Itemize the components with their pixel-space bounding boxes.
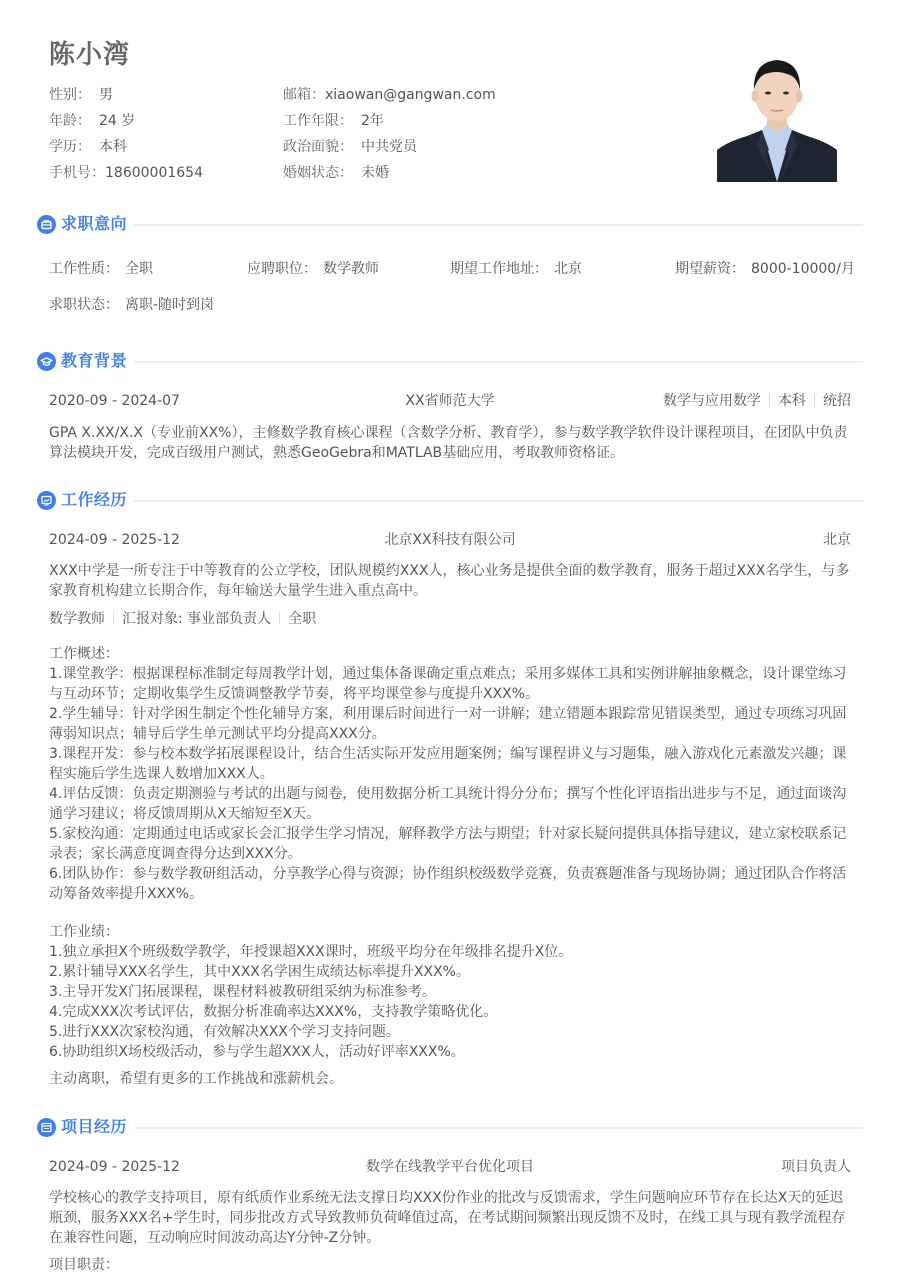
info-value: 24 岁: [99, 113, 136, 129]
section-divider: [134, 500, 863, 502]
work-achievement-item: 1.独立承担X个班级数学教学，年授课超XXX课时，班级平均分在年级排名提升X位。: [49, 944, 573, 960]
work-achievements: [49, 922, 854, 1062]
project-role: 项目负责人: [781, 1159, 851, 1175]
work-achievement-item: 2.累计辅导XXX名学生，其中XXX名学困生成绩达标率提升XXX%。: [49, 964, 470, 980]
field-value: 北京: [554, 261, 582, 277]
info-label: 性别：: [49, 87, 91, 103]
info-phone: [49, 163, 203, 183]
education-school: XX省师范大学: [405, 393, 495, 409]
work-achievement-item: 4.完成XXX次考试评估，数据分析准确率达XXX%，支持教学策略优化。: [49, 1004, 498, 1020]
work-achievement-item: 6.协助组织X场校级活动，参与学生超XXX人，活动好评率XXX%。: [49, 1044, 465, 1060]
work-location: 北京: [823, 532, 851, 548]
info-label: 工作年限：: [283, 113, 353, 129]
work-achievement-item: 3.主导开发X门拓展课程，课程材料被教研组采纳为标准参考。: [49, 984, 436, 1000]
section-title: 求职意向: [61, 214, 128, 233]
info-value: 未婚: [361, 165, 389, 181]
work-role: 数学教师: [49, 611, 105, 627]
briefcase-icon: [37, 215, 56, 234]
info-value: 2年: [361, 113, 384, 129]
field-value: 全职: [125, 261, 153, 277]
work-achievement-item: 5.进行XXX次家校沟通，有效解决XXX个学习支持问题。: [49, 1024, 400, 1040]
info-label: 政治面貌：: [283, 139, 353, 155]
work-role-meta: [49, 609, 316, 629]
section-divider: [134, 224, 863, 226]
education-type: 统招: [823, 393, 851, 409]
section-title: 教育背景: [61, 351, 128, 370]
section-header-intent: [37, 211, 863, 237]
candidate-name: 陈小湾: [49, 40, 131, 70]
window-icon: [37, 1118, 56, 1137]
monitor-icon: [37, 491, 56, 510]
field-value: 离职-随时到岗: [125, 297, 215, 313]
field-label: 期望工作地址：: [450, 261, 548, 277]
section-divider: [134, 361, 863, 363]
work-summary-item: 5.家校沟通：定期通过电话或家长会汇报学生学习情况，解释教学方法与期望；针对家长疑问提供具体指导建议，建立家校联系记录表；家长满意度调查得分达到XXX分。: [49, 826, 847, 862]
work-summary-item: 3.课程开发：参与校本数学拓展课程设计，结合生活实际开发应用题案例；编写课程讲义与习题集，融入游戏化元素激发兴趣；课程实施后学生选课人数增加XXX人。: [49, 746, 847, 782]
education-major: 数学与应用数学: [663, 393, 761, 409]
education-description: GPA X.XX/X.X（专业前XX%），主修数学教育核心课程（含数学分析、教育学），参与数学教学软件设计课程项目，在团队中负责算法模块开发，完成百级用户测试，熟悉GeoGebra和MATLAB基础应用，考取教师资格证。: [49, 425, 848, 461]
section-header-work: [37, 487, 863, 513]
field-label: 求职状态：: [49, 297, 119, 313]
info-value: 中共党员: [361, 139, 417, 155]
intent-job-type: [49, 259, 153, 279]
info-label: 学历：: [49, 139, 91, 155]
info-education: [49, 137, 127, 157]
info-value: 本科: [99, 139, 127, 155]
work-report-to: 汇报对象: 事业部负责人: [122, 611, 272, 627]
work-summary-item: 4.评估反馈：负责定期测验与考试的出题与阅卷，使用数据分析工具统计得分分布；撰写个性化评语指出进步与不足，通过面谈沟通学习建议；将反馈周期从X天缩短至X天。: [49, 786, 847, 822]
info-age: [49, 111, 135, 131]
education-period: 2020-09 - 2024-07: [49, 393, 180, 409]
work-summary-item: 1.课堂教学：根据课程标准制定每周教学计划，通过集体备课确定重点难点；采用多媒体工具和实例讲解抽象概念，设计课堂练习与互动环节；定期收集学生反馈调整教学节奏，将平均课堂参与度提升XXX%。: [49, 666, 847, 702]
field-label: 期望薪资：: [675, 261, 745, 277]
project-name: 数学在线教学平台优化项目: [366, 1159, 534, 1175]
info-value: 男: [99, 87, 113, 103]
section-divider: [134, 1127, 863, 1129]
intent-salary: [675, 259, 855, 279]
section-title: 项目经历: [61, 1117, 128, 1136]
project-duties-title: 项目职责：: [49, 1257, 119, 1273]
info-email: [283, 85, 496, 105]
section-header-project: [37, 1114, 863, 1140]
field-label: 工作性质：: [49, 261, 119, 277]
work-period: 2024-09 - 2025-12: [49, 532, 180, 548]
info-value: xiaowan@gangwan.com: [325, 87, 496, 103]
work-summary: [49, 644, 854, 904]
work-achievements-title: 工作业绩：: [49, 924, 119, 940]
separator: [279, 611, 280, 624]
separator: [814, 393, 815, 406]
info-label: 婚姻状态：: [283, 165, 353, 181]
field-value: 8000-10000/月: [751, 261, 855, 277]
intent-position: [247, 259, 379, 279]
profile-photo: [717, 50, 837, 182]
project-period: 2024-09 - 2025-12: [49, 1159, 180, 1175]
field-label: 应聘职位：: [247, 261, 317, 277]
graduation-cap-icon: [37, 352, 56, 371]
education-degree: 本科: [778, 393, 806, 409]
intent-location: [450, 259, 582, 279]
work-summary-item: 6.团队协作：参与数学教研组活动，分享教学心得与资源；协作组织校级数学竞赛，负责赛题准备与现场协调；通过团队合作将活动筹备效率提升XXX%。: [49, 866, 847, 902]
info-label: 手机号：: [49, 165, 105, 181]
portrait-illustration: [717, 50, 837, 182]
work-leave-reason: 主动离职，希望有更多的工作挑战和涨薪机会。: [49, 1071, 343, 1087]
separator: [113, 611, 114, 624]
info-marital: [283, 163, 389, 183]
info-work-years: [283, 111, 384, 131]
info-label: 邮箱：: [283, 87, 325, 103]
work-summary-title: 工作概述：: [49, 646, 119, 662]
project-description: 学校核心的教学支持项目，原有纸质作业系统无法支撑日均XXX份作业的批改与反馈需求，学生问题响应环节存在长达X天的延迟瓶颈，服务XXX名+学生时，同步批改方式导致教师负荷峰值过高，在考试期间频繁出现反馈不及时，在线工具与现有教学流程存在兼容性问题，互动响应时间波动高达Y分钟-Z分钟。: [49, 1190, 846, 1246]
section-header-education: [37, 348, 863, 374]
info-value: 18600001654: [105, 165, 203, 181]
info-political: [283, 137, 417, 157]
work-summary-item: 2.学生辅导：针对学困生制定个性化辅导方案，利用课后时间进行一对一讲解；建立错题本跟踪常见错误类型，通过专项练习巩固薄弱知识点；辅导后学生单元测试平均分提高XXX分。: [49, 706, 847, 742]
info-label: 年龄：: [49, 113, 91, 129]
education-meta: [560, 391, 851, 411]
work-job-type: 全职: [288, 611, 317, 627]
field-value: 数学教师: [323, 261, 379, 277]
work-company: 北京XX科技有限公司: [384, 532, 516, 548]
separator: [769, 393, 770, 406]
section-title: 工作经历: [61, 490, 128, 509]
intent-status: [49, 295, 214, 315]
info-gender: [49, 85, 113, 105]
work-company-description: XXX中学是一所专注于中等教育的公立学校，团队规模约XXX人，核心业务是提供全面的数学教育，服务于超过XXX名学生，与多家教育机构建立长期合作，每年输送大量学生进入重点高中。: [49, 563, 850, 599]
